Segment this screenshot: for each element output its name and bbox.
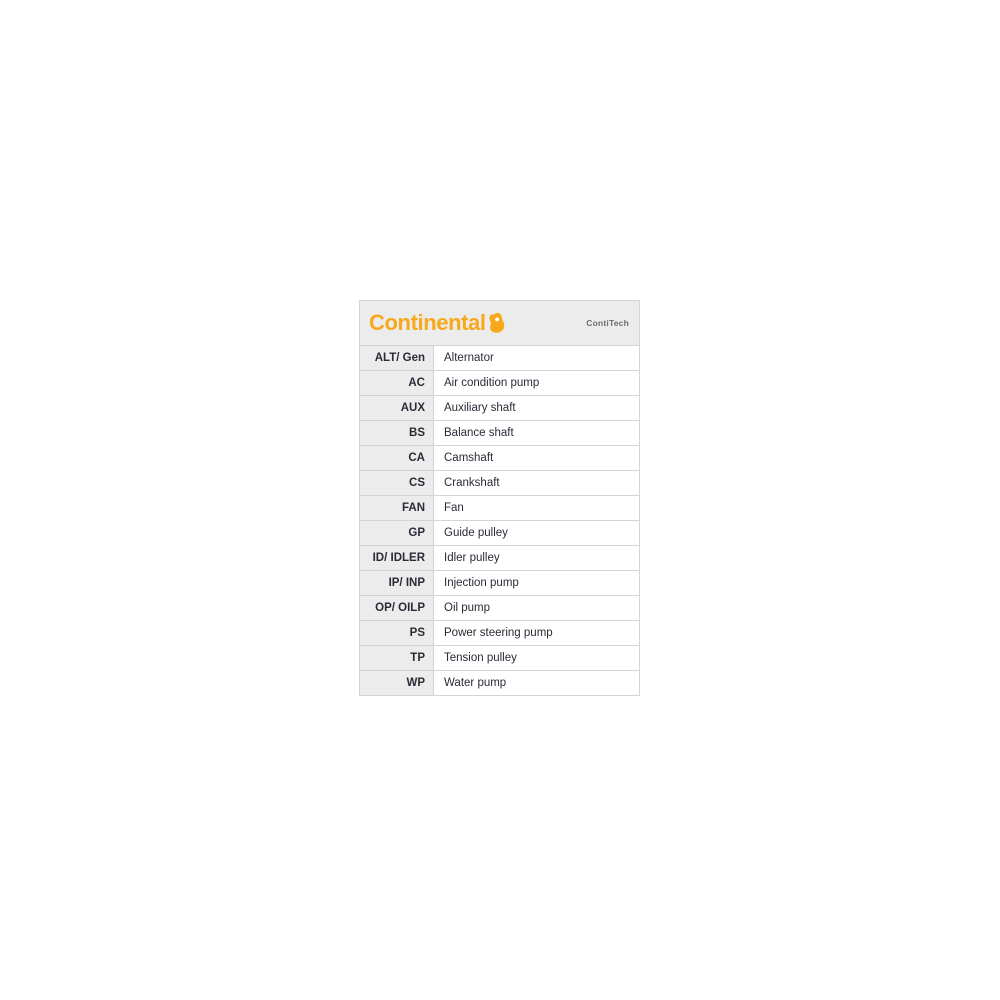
legend-table-body bbox=[360, 346, 640, 696]
abbreviation-code: AC bbox=[360, 371, 434, 396]
abbreviation-description: Oil pump bbox=[434, 596, 640, 621]
horse-logo-icon bbox=[487, 312, 507, 334]
abbreviation-code: TP bbox=[360, 646, 434, 671]
abbreviation-description: Balance shaft bbox=[434, 421, 640, 446]
table-row bbox=[360, 371, 640, 396]
abbreviation-code: CS bbox=[360, 471, 434, 496]
abbreviation-description: Camshaft bbox=[434, 446, 640, 471]
abbreviation-description: Auxiliary shaft bbox=[434, 396, 640, 421]
table-row bbox=[360, 621, 640, 646]
abbreviation-description: Guide pulley bbox=[434, 521, 640, 546]
abbreviation-description: Tension pulley bbox=[434, 646, 640, 671]
table-row bbox=[360, 421, 640, 446]
abbreviation-legend-table bbox=[359, 345, 640, 696]
abbreviation-description: Fan bbox=[434, 496, 640, 521]
table-row bbox=[360, 596, 640, 621]
abbreviation-code: PS bbox=[360, 621, 434, 646]
abbreviation-code: WP bbox=[360, 671, 434, 696]
abbreviation-code: BS bbox=[360, 421, 434, 446]
table-row bbox=[360, 471, 640, 496]
abbreviation-code: AUX bbox=[360, 396, 434, 421]
abbreviation-code: CA bbox=[360, 446, 434, 471]
abbreviation-description: Water pump bbox=[434, 671, 640, 696]
table-row bbox=[360, 546, 640, 571]
abbreviation-code: FAN bbox=[360, 496, 434, 521]
table-row bbox=[360, 646, 640, 671]
abbreviation-description: Crankshaft bbox=[434, 471, 640, 496]
abbreviation-description: Power steering pump bbox=[434, 621, 640, 646]
abbreviation-description: Injection pump bbox=[434, 571, 640, 596]
abbreviation-description: Air condition pump bbox=[434, 371, 640, 396]
abbreviation-code: GP bbox=[360, 521, 434, 546]
table-row bbox=[360, 496, 640, 521]
brand-wordmark: Continental bbox=[369, 310, 486, 335]
sub-brand-label: ContiTech bbox=[586, 318, 629, 328]
table-row bbox=[360, 571, 640, 596]
abbreviation-code: ID/ IDLER bbox=[360, 546, 434, 571]
abbreviation-code: OP/ OILP bbox=[360, 596, 434, 621]
abbreviation-description: Alternator bbox=[434, 346, 640, 371]
table-row bbox=[360, 521, 640, 546]
table-row bbox=[360, 346, 640, 371]
brand-logo bbox=[369, 310, 507, 336]
brand-header bbox=[359, 300, 640, 345]
abbreviation-code: ALT/ Gen bbox=[360, 346, 434, 371]
table-row bbox=[360, 671, 640, 696]
abbreviation-description: Idler pulley bbox=[434, 546, 640, 571]
legend-card bbox=[359, 300, 640, 696]
abbreviation-code: IP/ INP bbox=[360, 571, 434, 596]
table-row bbox=[360, 396, 640, 421]
table-row bbox=[360, 446, 640, 471]
